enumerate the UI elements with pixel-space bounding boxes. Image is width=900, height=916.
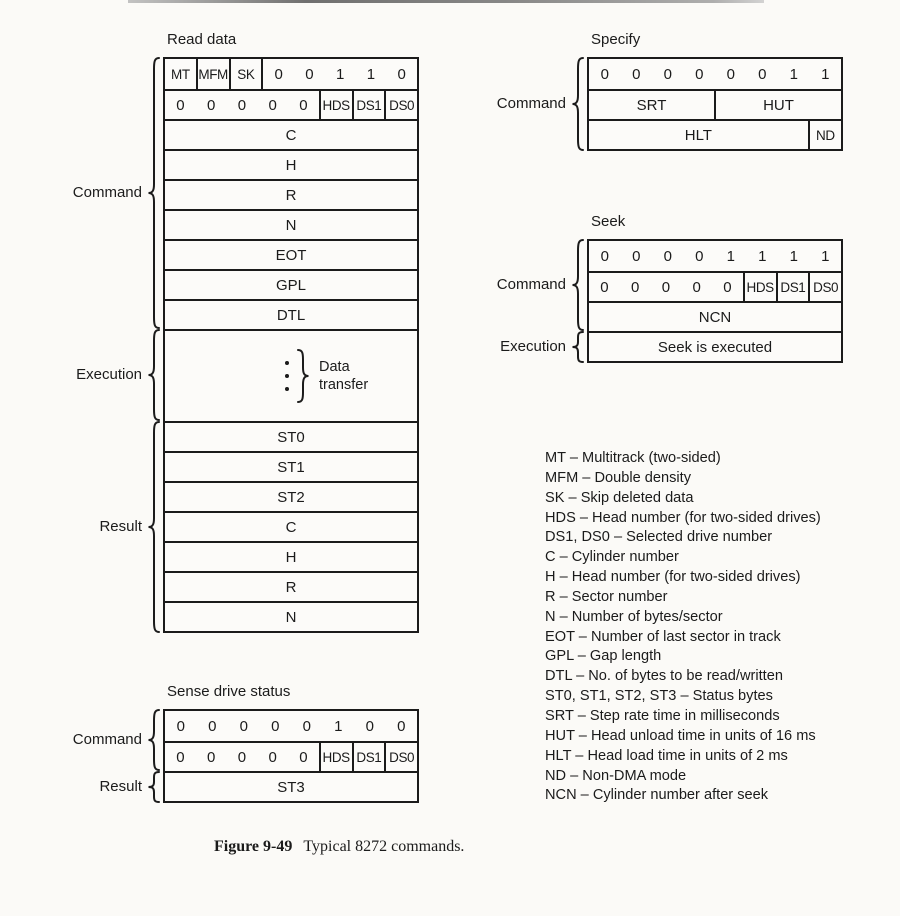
read-data-command-label: Command <box>72 184 142 201</box>
cell-ds0: DS0 <box>808 273 841 301</box>
sense-drive-status-title: Sense drive status <box>167 683 291 700</box>
opcode-bits <box>589 241 841 271</box>
bit-value: 0 <box>692 278 701 296</box>
read-data-command-brace <box>147 57 161 329</box>
bit-value: 0 <box>176 748 185 766</box>
read-data-execution-label: Execution <box>76 366 142 383</box>
bit-value: 0 <box>206 96 216 114</box>
sense-result-label: Result <box>99 778 142 795</box>
cell-hut: HUT <box>714 91 841 119</box>
bit-value: 0 <box>663 247 672 265</box>
cell-sk: SK <box>229 59 262 89</box>
sense-command-label: Command <box>72 731 142 748</box>
read-data-table <box>163 57 419 633</box>
table-row <box>165 59 417 89</box>
bit-value: 1 <box>789 247 798 265</box>
table-row <box>165 481 417 511</box>
cell-h: H <box>285 548 297 566</box>
table-row <box>165 149 417 179</box>
table-row <box>589 89 841 119</box>
sense-command-brace <box>147 709 161 771</box>
vertical-ellipsis-icon <box>285 361 289 391</box>
table-row <box>165 209 417 239</box>
bit-value: 0 <box>299 96 308 114</box>
legend-item: DS1, DS0 – Selected drive number <box>545 529 773 546</box>
legend-item: DTL – No. of bytes to be read/written <box>545 668 783 685</box>
cell-hds: HDS <box>319 91 352 119</box>
bit-value: 0 <box>299 748 308 766</box>
table-row <box>165 239 417 269</box>
bit-value: 0 <box>632 65 641 83</box>
table-row <box>165 119 417 149</box>
table-row <box>589 59 841 89</box>
bit-value: 0 <box>302 717 311 735</box>
bit-value: 0 <box>176 717 185 735</box>
legend-item: HDS – Head number (for two-sided drives) <box>545 509 821 526</box>
table-row <box>165 741 417 771</box>
seek-table <box>587 239 843 363</box>
cell-h: H <box>285 156 297 174</box>
cell-nd: ND <box>808 121 841 149</box>
table-row <box>165 571 417 601</box>
table-row <box>589 331 841 361</box>
table-row <box>165 711 417 741</box>
table-row <box>165 601 417 631</box>
bit-value: 0 <box>758 65 767 83</box>
bit-value: 0 <box>271 717 280 735</box>
bit-value: 0 <box>726 65 735 83</box>
cell-n: N <box>285 608 297 626</box>
table-row <box>589 301 841 331</box>
cell-ds1: DS1 <box>776 273 809 301</box>
legend-item: H – Head number (for two-sided drives) <box>545 569 801 586</box>
seek-command-label: Command <box>496 276 566 293</box>
table-row <box>165 179 417 209</box>
legend-item: GPL – Gap length <box>545 648 662 665</box>
data-transfer-brace <box>296 349 312 403</box>
table-row <box>165 541 417 571</box>
bit-value: 1 <box>789 65 798 83</box>
bit-value: 1 <box>366 65 376 83</box>
bit-value: 0 <box>600 65 609 83</box>
cell-dtl: DTL <box>276 306 306 324</box>
sense-drive-status-table <box>163 709 419 803</box>
bit-value: 1 <box>821 247 830 265</box>
bit-value: 0 <box>208 717 217 735</box>
cell-st0: ST0 <box>277 428 305 446</box>
table-row <box>589 241 841 271</box>
bit-value: 0 <box>695 65 704 83</box>
bit-value: 0 <box>661 278 671 296</box>
figure-number: Figure 9-49 <box>214 838 293 855</box>
legend-item: ND – Non-DMA mode <box>545 767 687 784</box>
seek-execution-label: Execution <box>500 338 566 355</box>
table-row <box>165 451 417 481</box>
legend-item: C – Cylinder number <box>545 549 679 566</box>
bit-value: 0 <box>305 65 314 83</box>
specify-table <box>587 57 843 151</box>
cell-srt: SRT <box>636 96 667 114</box>
read-data-title: Read data <box>167 31 237 48</box>
bit-value: 0 <box>600 278 609 296</box>
table-row <box>165 511 417 541</box>
cell-hds: HDS <box>743 273 776 301</box>
bit-value: 0 <box>176 96 185 114</box>
cell-hlt: HLT <box>684 126 712 144</box>
read-data-execution-brace <box>147 329 161 421</box>
cell-st1: ST1 <box>277 458 305 476</box>
table-row <box>165 421 417 451</box>
bit-value: 0 <box>723 278 732 296</box>
seek-command-brace <box>571 239 585 331</box>
bit-value: 0 <box>600 247 609 265</box>
cell-eot: EOT <box>275 246 307 264</box>
specify-command-brace <box>571 57 585 151</box>
bit-value: 0 <box>237 748 247 766</box>
legend-item: MT – Multitrack (two-sided) <box>545 450 721 466</box>
read-data-result-brace <box>147 421 161 633</box>
cell-ds0: DS0 <box>384 743 417 771</box>
bit-value: 0 <box>397 65 406 83</box>
bit-value: 0 <box>239 717 248 735</box>
cell-seek-executed: Seek is executed <box>657 338 773 356</box>
execution-phase-row <box>165 329 417 421</box>
opcode-bits <box>589 59 841 89</box>
legend-item: R – Sector number <box>545 588 668 605</box>
opcode-bits <box>165 711 417 741</box>
seek-title: Seek <box>591 213 626 230</box>
cell-ds1: DS1 <box>352 91 385 119</box>
specify-command-label: Command <box>496 95 566 112</box>
cell-r: R <box>285 578 297 596</box>
bit-value: 0 <box>397 717 406 735</box>
bit-value: 0 <box>365 717 374 735</box>
opcode-bits <box>261 59 417 89</box>
sense-result-brace <box>147 771 161 803</box>
read-data-result-label: Result <box>99 518 142 535</box>
cell-c: C <box>285 126 297 144</box>
legend-item: HLT – Head load time in units of 2 ms <box>545 747 788 764</box>
bit-value: 1 <box>821 65 830 83</box>
legend-item: NCN – Cylinder number after seek <box>545 787 769 804</box>
cell-st2: ST2 <box>277 488 305 506</box>
abbreviation-legend <box>545 449 890 806</box>
cell-ds1: DS1 <box>352 743 385 771</box>
legend-item: ST0, ST1, ST2, ST3 – Status bytes <box>545 688 773 705</box>
data-transfer-line1: Data <box>319 359 350 375</box>
zero-bits <box>165 743 319 771</box>
bit-value: 0 <box>663 65 672 83</box>
specify-title: Specify <box>591 31 641 48</box>
bit-value: 1 <box>726 247 735 265</box>
data-transfer-label <box>319 358 368 394</box>
bit-value: 1 <box>335 65 345 83</box>
bit-value: 0 <box>206 748 216 766</box>
zero-bits <box>589 273 743 301</box>
legend-item: EOT – Number of last sector in track <box>545 628 781 645</box>
zero-bits <box>165 91 319 119</box>
cell-mfm: MFM <box>196 59 229 89</box>
legend-item: SK – Skip deleted data <box>545 489 694 506</box>
cell-gpl: GPL <box>275 276 306 294</box>
table-row <box>165 269 417 299</box>
legend-item: SRT – Step rate time in milliseconds <box>545 707 780 724</box>
table-row <box>165 771 417 801</box>
data-transfer-line2: transfer <box>319 377 369 393</box>
bit-value: 1 <box>334 717 343 735</box>
cell-mt: MT <box>171 66 190 82</box>
cell-c: C <box>285 518 297 536</box>
figure-caption <box>214 838 464 856</box>
bit-value: 0 <box>268 748 277 766</box>
cell-ds0: DS0 <box>384 91 417 119</box>
legend-item: HUT – Head unload time in units of 16 ms <box>545 727 816 744</box>
figure-caption-text: Typical 8272 commands. <box>303 838 465 855</box>
cell-hds: HDS <box>319 743 352 771</box>
cell-ncn: NCN <box>698 308 732 326</box>
scan-edge-artifact <box>128 0 764 3</box>
bit-value: 0 <box>237 96 247 114</box>
bit-value: 0 <box>632 247 641 265</box>
table-row <box>165 89 417 119</box>
cell-r: R <box>285 186 297 204</box>
bit-value: 0 <box>630 278 640 296</box>
table-row <box>589 271 841 301</box>
legend-item: MFM – Double density <box>545 469 691 486</box>
table-row <box>589 119 841 149</box>
seek-execution-brace <box>571 331 585 363</box>
table-row <box>165 299 417 329</box>
cell-st3: ST3 <box>277 778 305 796</box>
bit-value: 0 <box>274 65 283 83</box>
bit-value: 0 <box>695 247 704 265</box>
bit-value: 1 <box>758 247 767 265</box>
legend-item: N – Number of bytes/sector <box>545 608 723 625</box>
bit-value: 0 <box>268 96 277 114</box>
cell-n: N <box>285 216 297 234</box>
